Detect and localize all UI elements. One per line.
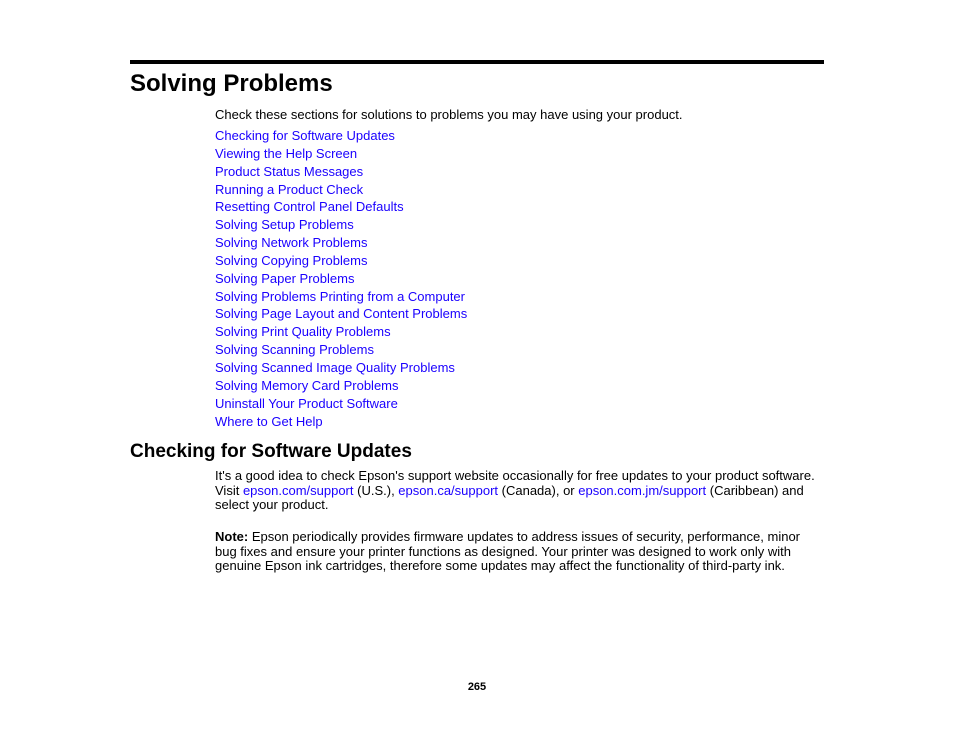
page-number: 265	[467, 681, 487, 693]
title-rule	[130, 60, 824, 64]
link-solving-setup-problems[interactable]: Solving Setup Problems	[215, 217, 354, 233]
firmware-note	[215, 530, 825, 574]
link-product-status-messages[interactable]: Product Status Messages	[215, 163, 364, 179]
link-epson-ca-support[interactable]: epson.ca/support	[398, 482, 499, 498]
link-solving-scanning-problems[interactable]: Solving Scanning Problems	[215, 342, 374, 358]
link-solving-page-layout-and-content-problems[interactable]: Solving Page Layout and Content Problems	[215, 306, 468, 322]
link-solving-problems-printing-from-a-computer[interactable]: Solving Problems Printing from a Computer	[215, 288, 465, 304]
link-viewing-the-help-screen[interactable]: Viewing the Help Screen	[215, 145, 358, 161]
para-text-ca: (Canada), or	[498, 482, 579, 498]
page-title: Solving Problems	[130, 70, 333, 97]
link-solving-print-quality-problems[interactable]: Solving Print Quality Problems	[215, 324, 391, 340]
para-text-us: (U.S.),	[353, 482, 399, 498]
section-link-list	[215, 127, 467, 430]
note-label: Note:	[215, 529, 249, 544]
link-checking-for-software-updates[interactable]: Checking for Software Updates	[215, 128, 395, 143]
link-where-to-get-help[interactable]: Where to Get Help	[215, 413, 323, 429]
link-solving-scanned-image-quality-problems[interactable]: Solving Scanned Image Quality Problems	[215, 359, 455, 375]
para-text-prefix: It's a good idea to check Epson's support website occasionally for free updates to your product software. Visit	[215, 468, 815, 498]
link-solving-network-problems[interactable]: Solving Network Problems	[215, 235, 368, 251]
software-updates-paragraph	[215, 469, 825, 513]
link-solving-copying-problems[interactable]: Solving Copying Problems	[215, 252, 368, 268]
para-text-end: (Caribbean) and select your product.	[215, 482, 804, 513]
section-heading: Checking for Software Updates	[130, 441, 412, 462]
link-uninstall-your-product-software[interactable]: Uninstall Your Product Software	[215, 395, 398, 411]
link-running-a-product-check[interactable]: Running a Product Check	[215, 181, 364, 197]
link-resetting-control-panel-defaults[interactable]: Resetting Control Panel Defaults	[215, 199, 404, 215]
note-text: Epson periodically provides firmware updates to address issues of security, performance, minor bug fixes and ensure your printer functions as designed. Your printer was designed to work only with genuine Epson ink cartridges, therefore some updates may affect the functionality of third-party ink.	[215, 529, 801, 574]
link-epson-com-jm-support[interactable]: epson.com.jm/support	[578, 482, 707, 498]
link-epson-com-support[interactable]: epson.com/support	[242, 482, 354, 498]
link-solving-paper-problems[interactable]: Solving Paper Problems	[215, 270, 355, 286]
intro-text: Check these sections for solutions to problems you may have using your product.	[215, 107, 683, 122]
link-solving-memory-card-problems[interactable]: Solving Memory Card Problems	[215, 377, 399, 393]
